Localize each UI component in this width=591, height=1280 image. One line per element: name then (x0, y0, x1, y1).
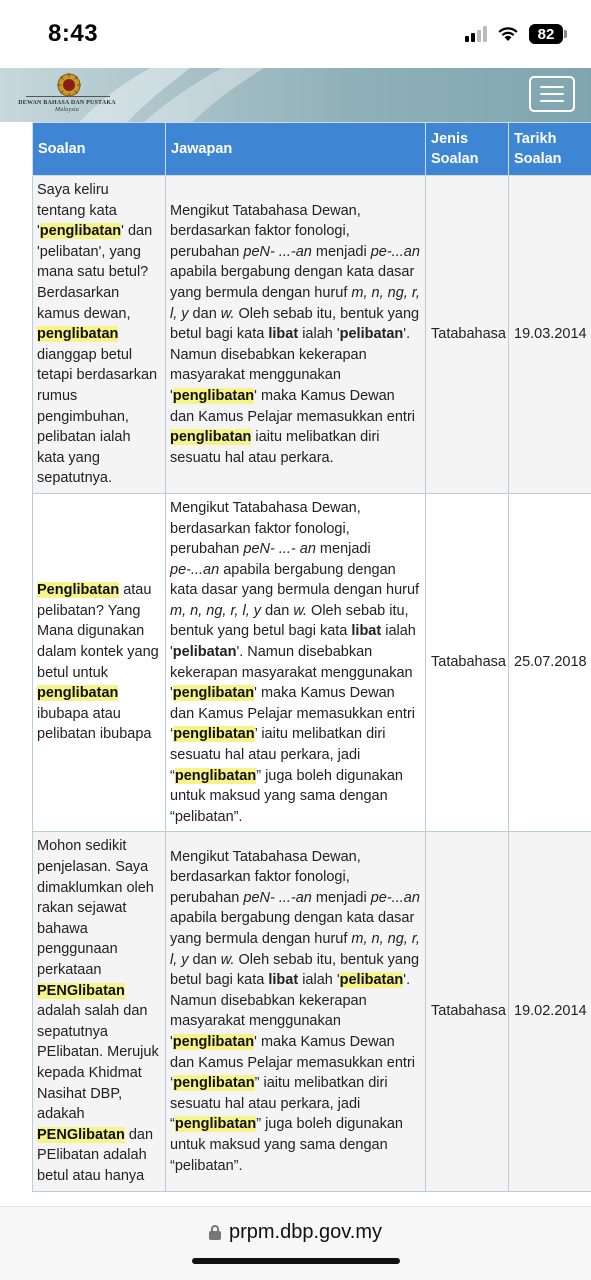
text-segment: atau pelibatan? Yang Mana digunakan dalam kontek yang betul untuk (37, 582, 159, 681)
browser-url-bar[interactable] (0, 1206, 591, 1280)
text-segment: ' maka Kamus Dewan dan Kamus Pelajar memasukkan entri ‘ (170, 685, 416, 743)
text-segment: menjadi (315, 541, 371, 558)
dbp-emblem-icon (56, 72, 82, 98)
text-segment: Oleh sebab itu, bentuk yang betul bagi kata (170, 951, 420, 989)
italic-term: m, n, ng, r, l, y (170, 931, 420, 968)
question-cell (33, 176, 166, 494)
italic-term: pe-...an (370, 889, 420, 906)
text-segment: ' maka Kamus Dewan dan Kamus Pelajar memasukkan entri (170, 387, 416, 425)
home-indicator[interactable] (192, 1258, 400, 1264)
header-date: Tarikh Soalan (509, 123, 591, 176)
faq-table (32, 122, 591, 1192)
italic-term: peN- ...- an (243, 541, 316, 558)
answer-cell (166, 832, 426, 1191)
highlighted-term: penglibatan (174, 767, 257, 784)
bold-term: pelibatan (172, 644, 237, 661)
text-segment: ibubapa atau pelibatan ibubapa (37, 705, 152, 743)
highlighted-term: penglibatan (39, 223, 122, 240)
table-body (33, 176, 591, 1192)
highlighted-term: penglibatan (170, 429, 252, 446)
text-segment: ialah ' (170, 623, 416, 661)
battery-icon (529, 24, 567, 44)
status-time: 8:43 (48, 20, 99, 47)
italic-term: w. (220, 951, 235, 968)
italic-term: pe-...an (370, 243, 420, 260)
highlighted-term: penglibatan (172, 685, 255, 702)
text-segment: Saya keliru tentang kata ' (37, 182, 117, 240)
italic-term: peN- ...-an (243, 889, 312, 906)
highlighted-term: pelibatan (339, 972, 404, 989)
battery-level: 82 (529, 24, 563, 44)
table-row (33, 176, 591, 494)
highlighted-term: Penglibatan (37, 582, 120, 599)
site-header (0, 68, 591, 122)
table-row (33, 832, 591, 1191)
bold-term: libat (268, 326, 299, 343)
highlighted-term: penglibatan (173, 1075, 255, 1092)
text-segment: apabila bergabung dengan kata dasar yang bermula dengan huruf (170, 561, 420, 599)
url-display[interactable] (0, 1221, 591, 1244)
highlighted-term: penglibatan (173, 726, 255, 743)
question-date-cell: 19.03.2014 (509, 176, 591, 494)
italic-term: pe-...an (170, 561, 220, 578)
question-cell (33, 493, 166, 832)
text-segment: ’ iaitu melibatkan diri sesuatu hal atau perkara, jadi “ (170, 726, 386, 784)
dbp-logo[interactable] (12, 70, 122, 118)
highlighted-term: penglibatan (174, 1116, 257, 1133)
text-segment: adalah salah dan sepatutnya PElibatan. Merujuk kepada Khidmat Nasihat DBP, adakah (37, 1003, 159, 1123)
question-cell (33, 832, 166, 1191)
italic-term: w. (293, 602, 308, 619)
text-segment: '. Namun disebabkan kekerapan masyarakat menggunakan ' (170, 972, 411, 1051)
text-segment: dianggap betul tetapi berdasarkan rumus pengimbuhan, pelibatan ialah kata yang sepatutnya. (37, 346, 158, 487)
question-type-cell: Tatabahasa (426, 832, 509, 1191)
logo-text (12, 100, 122, 114)
text-segment: apabila bergabung dengan kata dasar yang bermula dengan huruf (170, 264, 415, 301)
italic-term: w. (220, 305, 235, 322)
text-segment: dan (188, 305, 221, 322)
lock-icon (209, 1225, 221, 1239)
italic-term: m, n, ng, r, l, y (170, 284, 420, 322)
text-segment: ” juga boleh digunakan untuk maksud yang sama dengan “pelibatan”. (170, 767, 403, 825)
text-segment: ialah ' (298, 326, 340, 343)
text-segment: apabila bergabung dengan kata dasar yang bermula dengan huruf (170, 910, 415, 948)
highlighted-term: penglibatan (172, 387, 255, 404)
question-date-cell: 25.07.2018 (509, 493, 591, 832)
text-segment: ' dan 'pelibatan', yang mana satu betul? Berdasarkan kamus dewan, (37, 223, 153, 322)
answer-cell (166, 493, 426, 832)
italic-term: peN- ...-an (243, 243, 312, 260)
text-segment: ” juga boleh digunakan untuk maksud yang sama dengan “pelibatan”. (170, 1116, 403, 1174)
header-question: Soalan (33, 123, 166, 176)
hamburger-menu-button[interactable] (529, 76, 575, 112)
text-segment: '. Namun disebabkan kekerapan masyarakat menggunakan ' (170, 326, 411, 404)
bold-term: libat (351, 623, 382, 640)
table-header-row (33, 123, 591, 176)
highlighted-term: penglibatan (37, 685, 119, 702)
text-segment: menjadi (311, 889, 371, 906)
answer-cell (166, 176, 426, 494)
wifi-icon (497, 26, 519, 42)
text-segment: Oleh sebab itu, bentuk yang betul bagi kata (170, 602, 409, 640)
text-segment: ialah ' (298, 972, 340, 989)
logo-name: DEWAN BAHASA DAN PUSTAKA (18, 100, 116, 106)
text-segment: Mengikut Tatabahasa Dewan, berdasarkan faktor fonologi, perubahan (170, 499, 361, 558)
text-segment: dan (188, 951, 221, 968)
logo-subtext: Malaysia (55, 107, 79, 113)
url-text: prpm.dbp.gov.my (228, 1221, 383, 1243)
bold-term: libat (268, 972, 299, 989)
text-segment: Mengikut Tatabahasa Dewan, berdasarkan faktor fonologi, perubahan (170, 848, 361, 906)
highlighted-term: PENGlibatan (37, 982, 125, 999)
text-segment: ' maka Kamus Dewan dan Kamus Pelajar memasukkan entri ‘ (170, 1034, 416, 1092)
highlighted-term: penglibatan (172, 1034, 255, 1051)
text-segment: dan (261, 602, 294, 619)
text-segment: '. Namun disebabkan kekerapan masyarakat menggunakan ' (170, 644, 413, 702)
header-answer: Jawapan (166, 123, 426, 176)
text-segment: Mengikut Tatabahasa Dewan, berdasarkan faktor fonologi, perubahan (170, 202, 361, 260)
text-segment: menjadi (311, 243, 371, 260)
bold-term: pelibatan (339, 326, 404, 343)
text-segment: dan PElibatan adalah betul atau hanya (37, 1126, 154, 1184)
status-icons (465, 24, 567, 44)
header-type: Jenis Soalan (426, 123, 509, 176)
question-date-cell: 19.02.2014 (509, 832, 591, 1191)
cellular-signal-icon (465, 26, 487, 42)
highlighted-term: penglibatan (37, 326, 119, 343)
text-segment: Oleh sebab itu, bentuk yang betul bagi kata (170, 305, 420, 343)
status-bar (0, 0, 591, 68)
italic-term: m, n, ng, r, l, y (170, 602, 262, 619)
question-type-cell: Tatabahasa (426, 493, 509, 832)
text-segment: iaitu melibatkan diri sesuatu hal atau perkara. (170, 429, 380, 466)
table-row (33, 493, 591, 832)
highlighted-term: PENGlibatan (37, 1126, 125, 1143)
question-type-cell: Tatabahasa (426, 176, 509, 494)
text-segment: ” iaitu melibatkan diri sesuatu hal atau perkara, jadi “ (170, 1075, 388, 1133)
text-segment: Mohon sedikit penjelasan. Saya dimaklumkan oleh rakan sejawat bahawa penggunaan perkataan (37, 838, 154, 978)
content-area[interactable] (0, 122, 591, 1206)
hamburger-menu-icon (540, 86, 564, 88)
